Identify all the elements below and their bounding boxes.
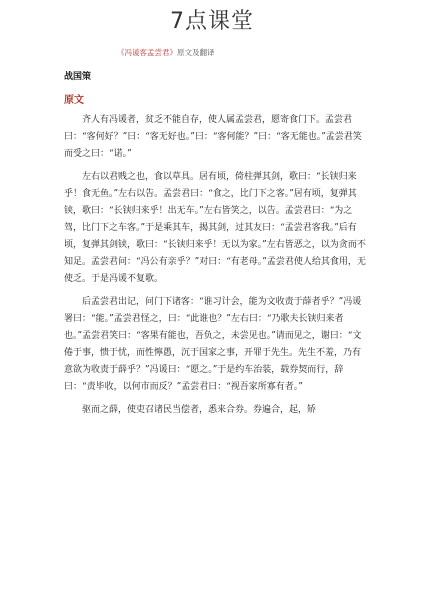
paragraph-4: 驱而之薛，使吏召诸民当偿者，悉来合券。券遍合，起，矫 <box>82 405 317 415</box>
source-line <box>117 47 215 58</box>
book-title: 战国策 <box>64 72 92 82</box>
source-title: 《冯谖客孟尝君》 <box>117 48 177 57</box>
source-subtitle: 原文及翻译 <box>177 48 215 57</box>
section-title: 原文 <box>64 95 84 106</box>
paragraph-1: 齐人有冯谖者，贫乏不能自存，使人属孟尝君，愿寄食门下。孟尝君曰：“客何好？”曰：“客无好也。”曰：“客何能？”曰：“客无能也。”孟尝君笑而受之曰：“诺。” <box>64 115 362 159</box>
page-heading: 7点课堂 <box>170 9 254 34</box>
paragraph-2: 左右以君贱之也，食以草具。居有顷，倚柱弹其剑，歌曰：“长铗归来乎！食无鱼。”左右以告。孟尝君曰：“食之，比门下之客。”居有顷，复弹其铗，歌曰：“长铗归来乎！出无车。”左右皆笑之，以告。孟尝君曰：“为之驾，比门下之车客。”于是乘其车，揭其剑，过其友曰：“孟尝君客我。”后有顷，复弹其剑铗，歌曰：“长铗归来乎！无以为家。”左右皆恶之，以为贪而不知足。孟尝君问：“冯公有亲乎？”对曰：“有老母。”孟尝君使人给其食用，无使乏。于是冯谖不复歌。 <box>64 172 366 284</box>
paragraph-3: 后孟尝君出记，问门下诸客：“谁习计会，能为文收责于薛者乎？”冯谖署曰：“能。”孟尝君怪之，曰：“此谁也？”左右曰：“乃歌夫长铗归来者也。”孟尝君笑曰：“客果有能也，吾负之，未尝见也。”请而见之，谢曰：“文倦于事，愦于忧，而性懧愚，沉于国家之事，开罪于先生。先生不羞，乃有意欲为收责于薛乎？”冯谖曰：“愿之。”于是约车治装，载券契而行，辞曰：“责毕收，以何市而反？”孟尝君曰：“视吾家所寡有者。” <box>64 297 362 392</box>
body-text <box>64 112 366 425</box>
